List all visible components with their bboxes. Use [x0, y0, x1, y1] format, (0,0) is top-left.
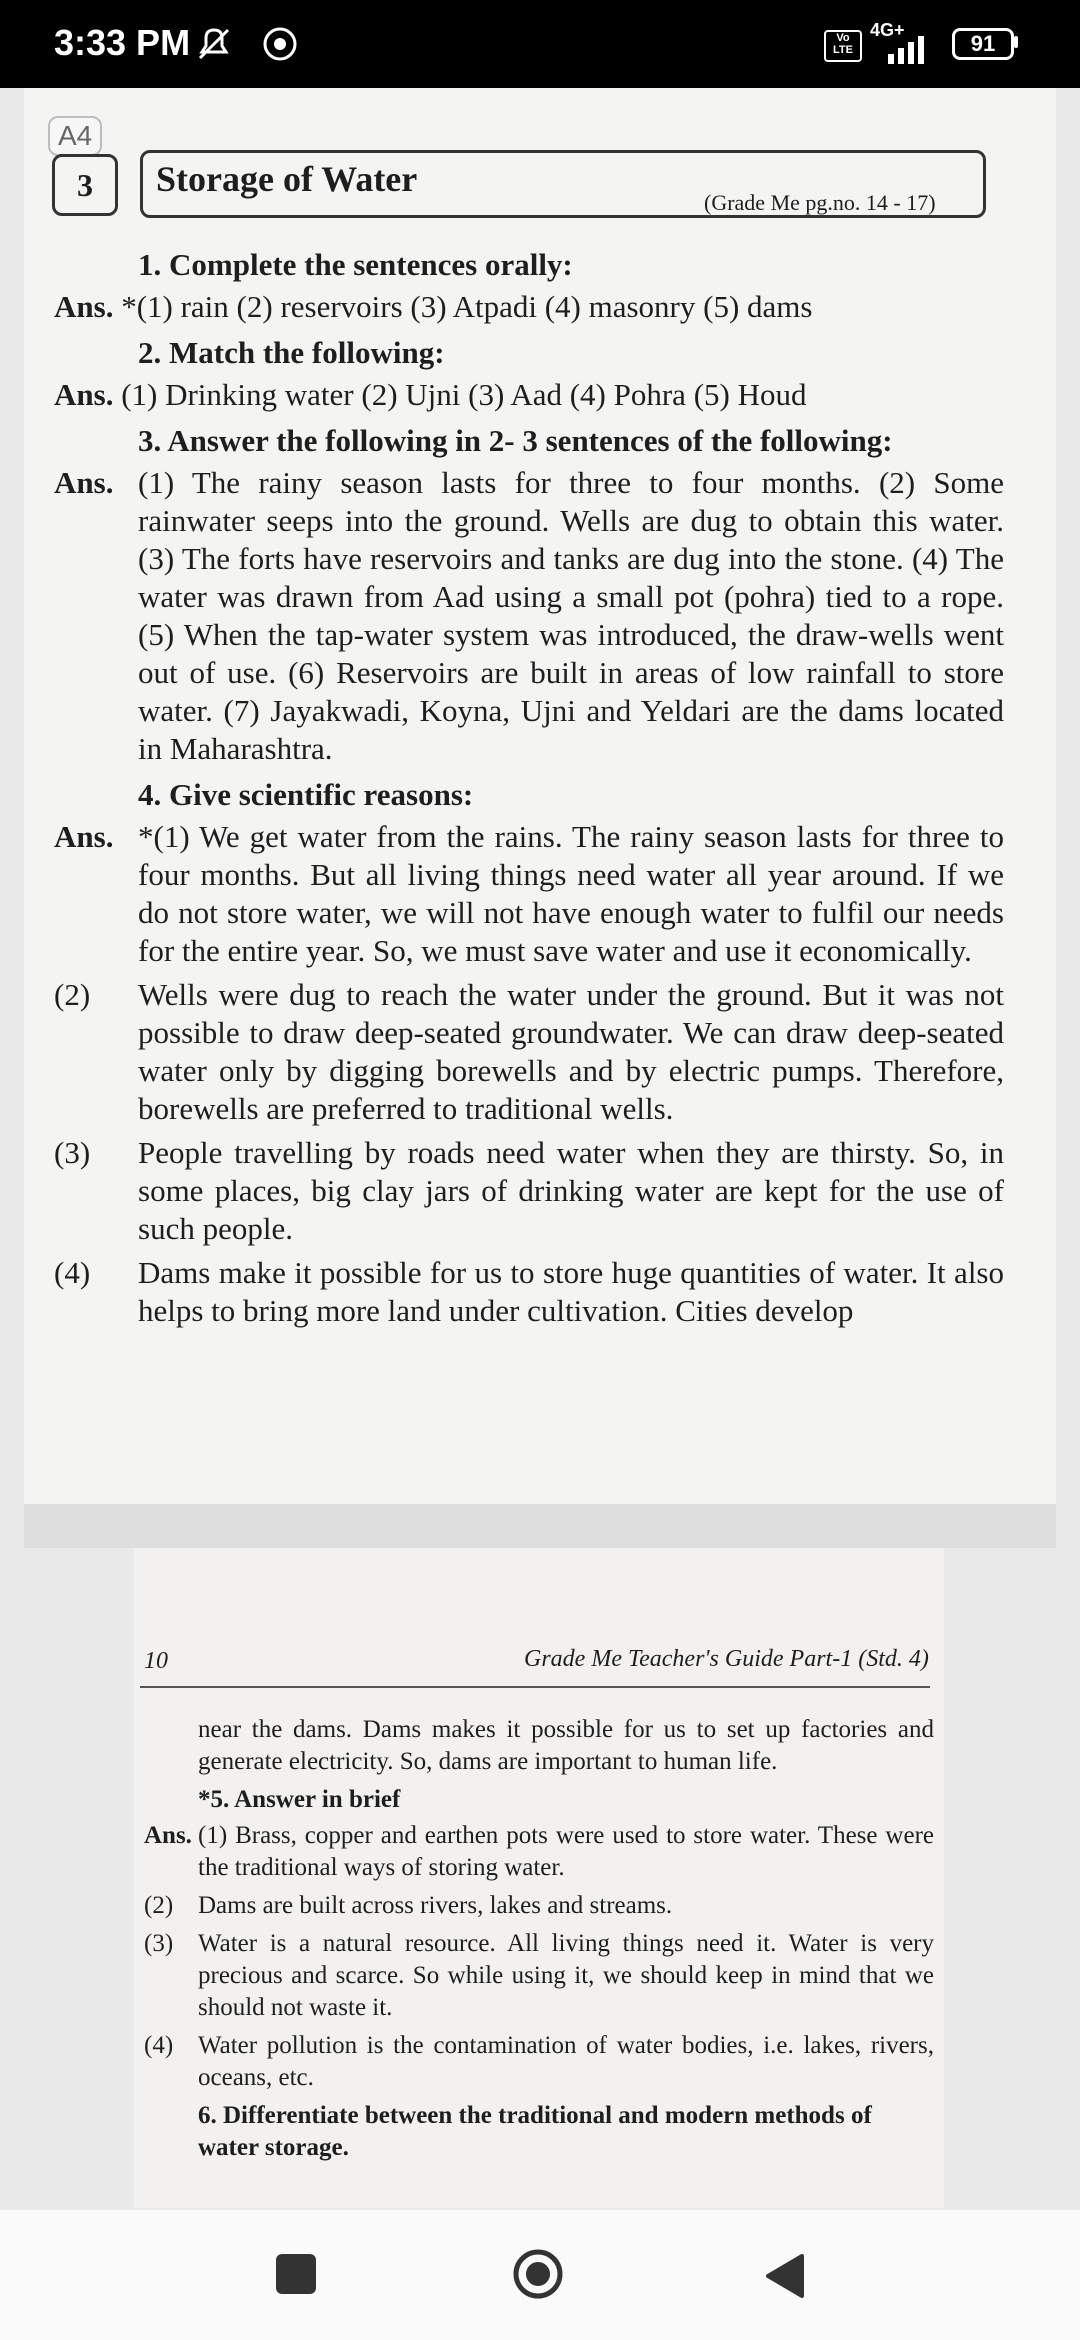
- answer-4-4-text: Dams make it possible for us to store huge quantities of water. It also helps to bring more land under cultivation. Cities develop: [138, 1255, 1004, 1328]
- document-page-2[interactable]: [134, 1548, 944, 2208]
- battery-icon: 91: [952, 28, 1014, 60]
- answer-4-3: [54, 1134, 1004, 1248]
- question-3: 3. Answer the following in 2- 3 sentences of the following:: [138, 423, 893, 458]
- page-label: A4: [48, 116, 102, 156]
- chapter-number: 3: [52, 154, 118, 216]
- ans-label: Ans.: [54, 465, 114, 500]
- item-number: (2): [54, 977, 91, 1012]
- answer-4-2: [54, 976, 1004, 1128]
- answer-5-3: [144, 1928, 934, 2024]
- page-number: 10: [144, 1648, 168, 1674]
- header-rule: [140, 1686, 930, 1688]
- back-icon[interactable]: [762, 2252, 806, 2300]
- answer-4-4: [54, 1254, 1004, 1330]
- home-icon[interactable]: [512, 2248, 564, 2300]
- question-5: *5. Answer in brief: [198, 1786, 401, 1813]
- battery-tip: [1014, 36, 1018, 48]
- answer-5-3-text: Water is a natural resource. All living things need it. Water is very precious and scarce. So while using it, we should keep in mind that we should not waste it.: [198, 1930, 934, 2021]
- answer-5-2: [144, 1890, 934, 1922]
- ans-label: Ans.: [54, 377, 114, 412]
- answer-1-text: *(1) rain (2) reservoirs (3) Atpadi (4) masonry (5) dams: [121, 289, 813, 324]
- ans-label: Ans.: [54, 289, 114, 324]
- question-6: 6. Differentiate between the traditional and modern methods of water storage.: [198, 2102, 872, 2161]
- answer-5-4-text: Water pollution is the contamination of water bodies, i.e. lakes, rivers, oceans, etc.: [198, 2032, 934, 2091]
- answer-5-4: [144, 2030, 934, 2094]
- status-bar: [0, 0, 1080, 88]
- chapter-reference: (Grade Me pg.no. 14 - 17): [704, 190, 936, 215]
- answer-4-1-text: *(1) We get water from the rains. The rainy season lasts for three to four months. But all living things need water all year around. If we do not store water, we will not have enough water to fulfil our needs for the entire year. So, we must save water and use it economically.: [138, 819, 1004, 968]
- question-4: 4. Give scientific reasons:: [138, 777, 474, 812]
- answer-4-2-text: Wells were dug to reach the water under the ground. But it was not possible to draw deep-seated groundwater. We can draw deep-seated water only by digging borewells and by electric pumps. Therefore, borewells are preferred to traditional wells.: [138, 977, 1004, 1126]
- page-separator: [24, 1504, 1056, 1548]
- answer-2: [54, 376, 1004, 414]
- signal-icon: [868, 36, 938, 64]
- volte-badge: Vo LTE: [824, 30, 862, 62]
- network-type: 4G+: [870, 20, 905, 40]
- item-number: (4): [54, 1255, 91, 1290]
- page-1-body: [54, 238, 1004, 1336]
- question-2: 2. Match the following:: [138, 335, 445, 370]
- page-2-body: [144, 1714, 934, 2168]
- answer-3-text: (1) The rainy season lasts for three to four months. (2) Some rainwater seeps into the ground. Wells are dug to obtain this water. (3) The forts have reservoirs and tanks are dug into the stone. (4) The water was drawn from Aad using a small pot (pohra) tied to a rope. (5) When the tap-water system was introduced, the draw-wells went out of use. (6) Reservoirs are built in areas of low rainfall to store water. (7) Jayakwadi, Koyna, Ujni and Yeldari are the dams located in Maharashtra.: [138, 465, 1004, 766]
- running-header: Grade Me Teacher's Guide Part-1 (Std. 4): [524, 1646, 929, 1672]
- mute-icon: [194, 24, 234, 64]
- continued-text-content: near the dams. Dams makes it possible for us to set up factories and generate electricity. So, dams are important to human life.: [198, 1716, 934, 1775]
- recent-apps-icon[interactable]: [276, 2254, 316, 2294]
- answer-3: [54, 464, 1004, 768]
- answer-4-3-text: People travelling by roads need water when they are thirsty. So, in some places, big clay jars of drinking water are kept for the use of such people.: [138, 1135, 1004, 1246]
- item-number: (2): [144, 1892, 174, 1919]
- item-number: (3): [54, 1135, 91, 1170]
- document-page-1[interactable]: [24, 88, 1056, 1504]
- answer-5-1-text: (1) Brass, copper and earthen pots were used to store water. These were the traditional ways of storing water.: [198, 1822, 934, 1881]
- answer-4-1: [54, 818, 1004, 970]
- continued-text: [144, 1714, 934, 1778]
- answer-5-1: [144, 1820, 934, 1884]
- navigation-bar: [0, 2210, 1080, 2340]
- status-time: 3:33 PM: [54, 22, 191, 63]
- item-number: (4): [144, 2032, 174, 2059]
- answer-5-2-text: Dams are built across rivers, lakes and streams.: [198, 1892, 673, 1919]
- answer-2-text: (1) Drinking water (2) Ujni (3) Aad (4) Pohra (5) Houd: [121, 377, 807, 412]
- ans-label: Ans.: [144, 1822, 192, 1849]
- chapter-title: Storage of Water: [156, 159, 418, 199]
- question-1: 1. Complete the sentences orally:: [138, 247, 573, 282]
- whatsapp-icon: [262, 26, 298, 62]
- ans-label: Ans.: [54, 819, 114, 854]
- item-number: (3): [144, 1930, 174, 1957]
- answer-1: [54, 288, 1004, 326]
